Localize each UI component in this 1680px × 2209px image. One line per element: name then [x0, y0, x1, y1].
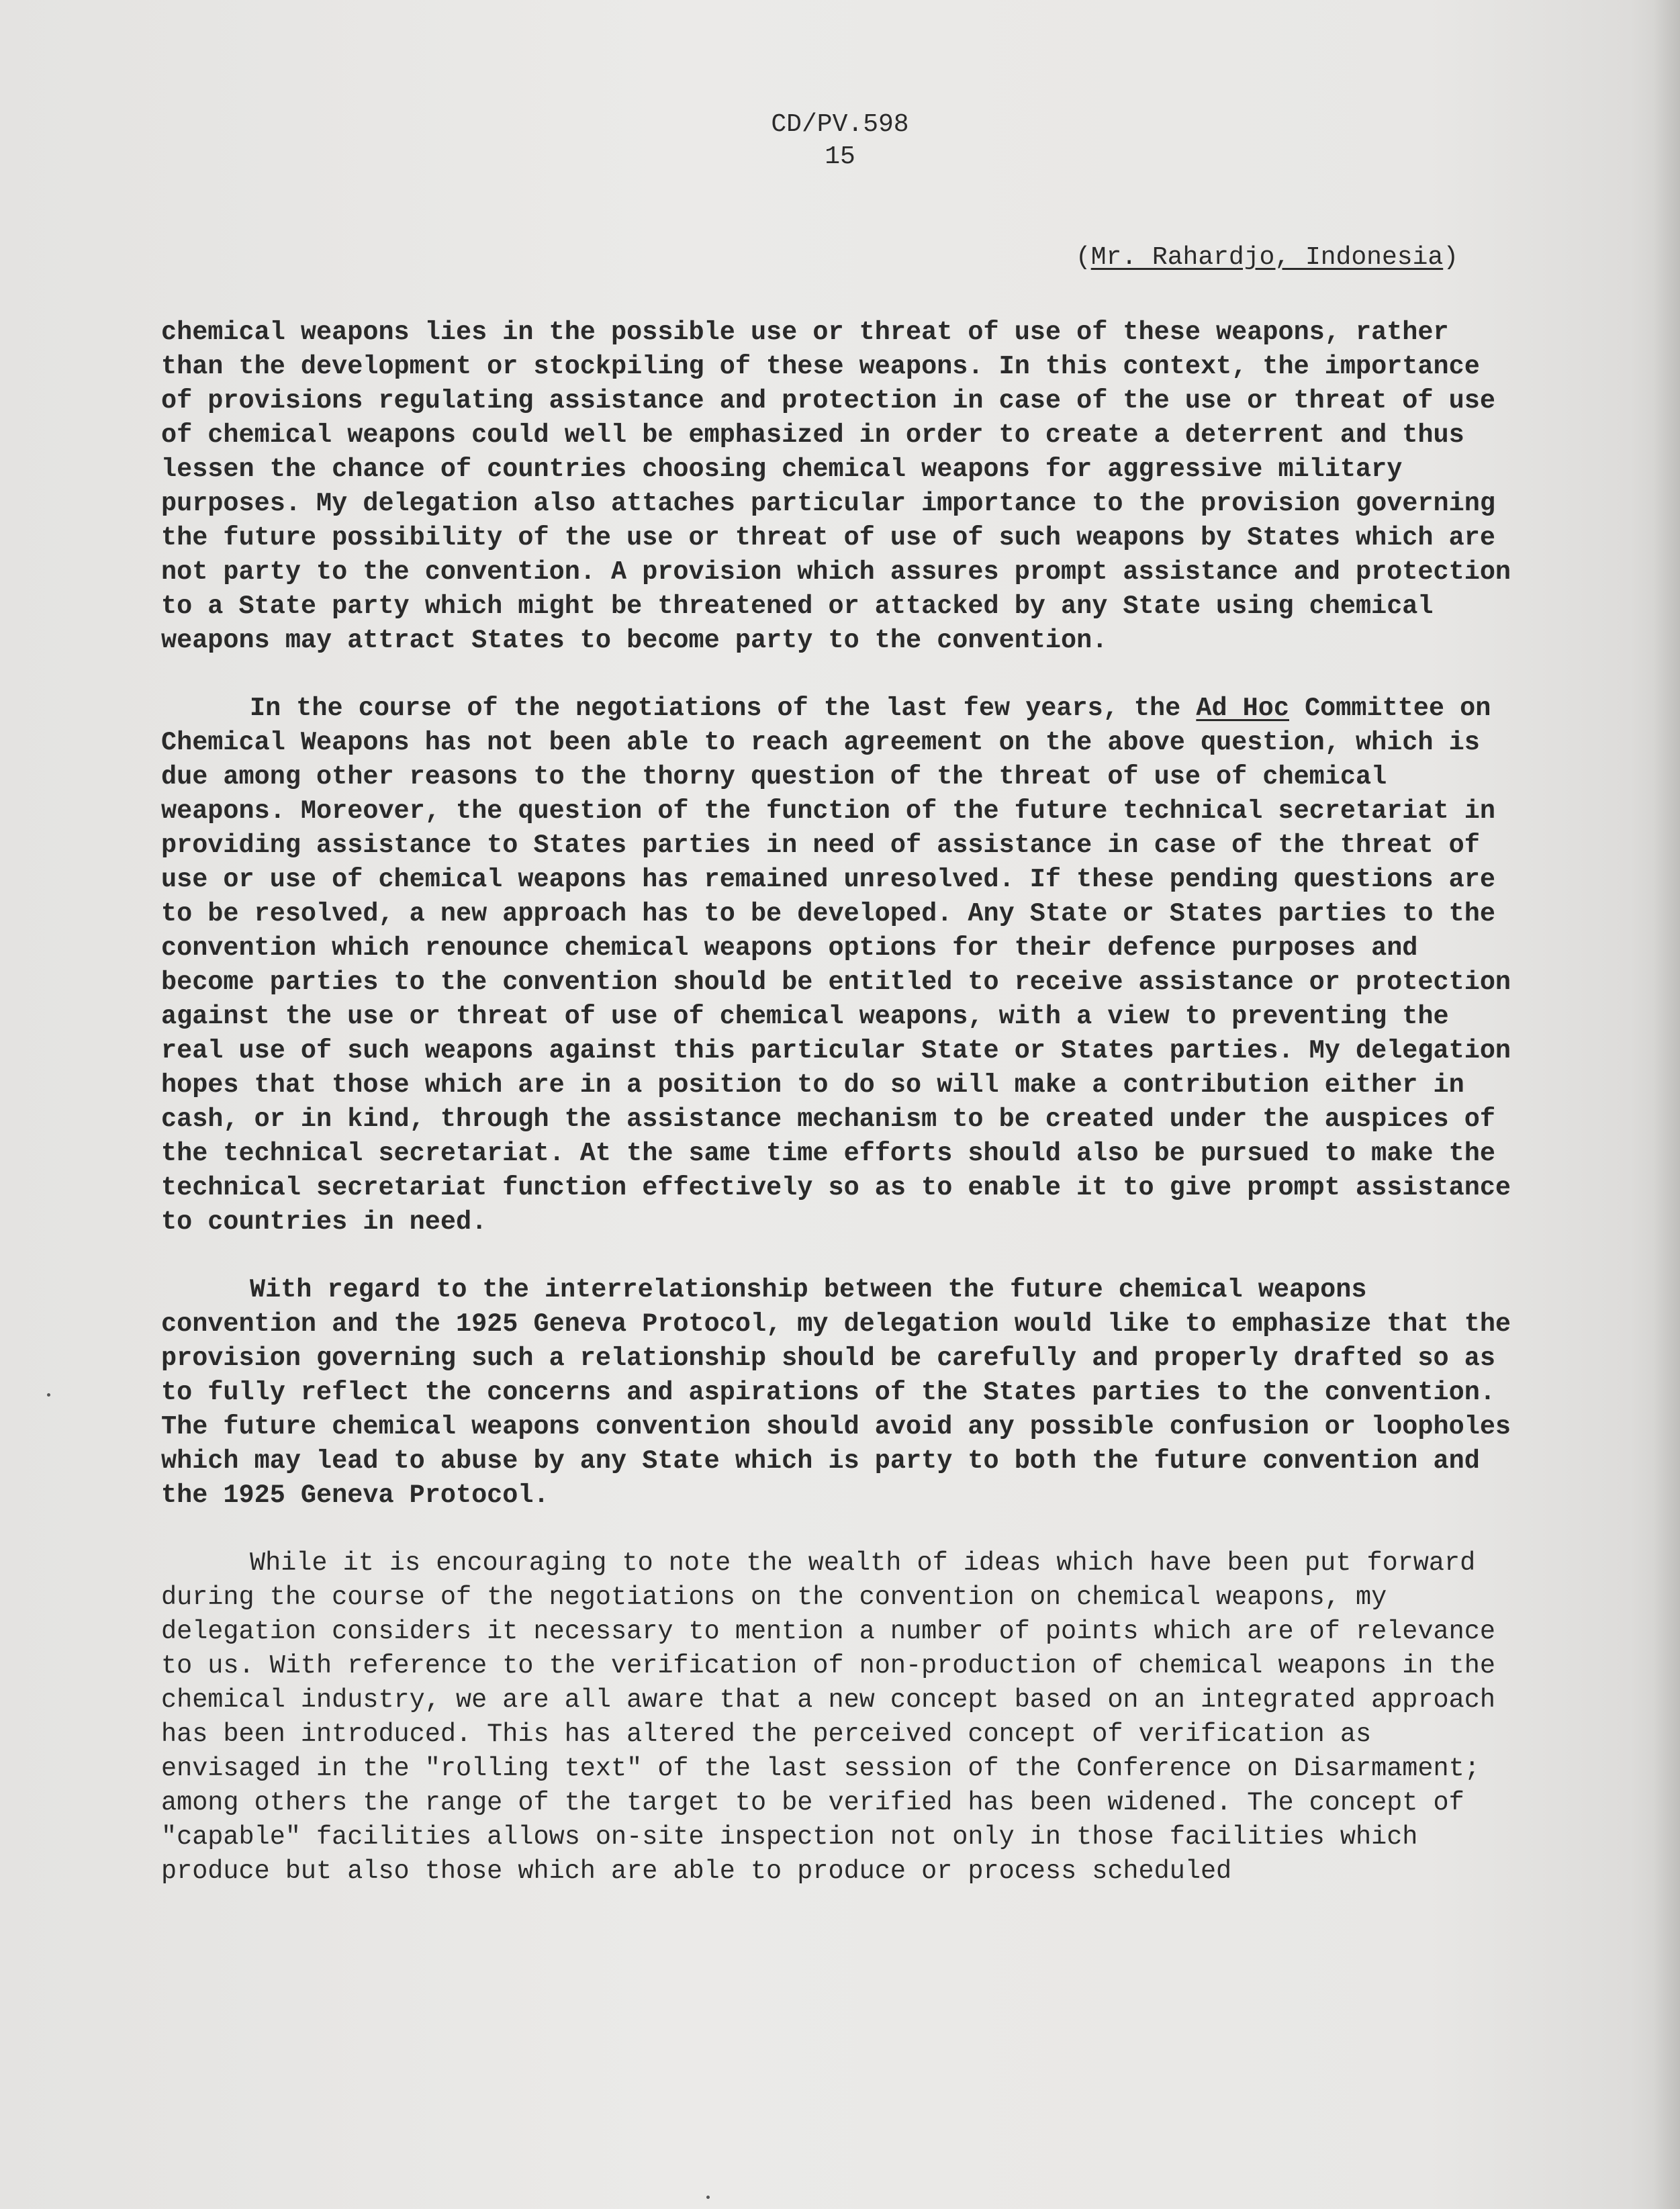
paragraph-1-text: chemical weapons lies in the possible use or threat of use of these weapons, rather than the development or stockpiling of these weapons. In this context, the importance of provisions regulating assistance and protection in case of the use or threat of use of chemical weapons could well be emphasized in order to create a deterrent and thus lessen the chance of countries choosing chemical weapons for aggressive military purposes. My delegation also attaches particular importance to the provision governing the future possibility of the use or threat of use of such weapons by States which are not party to the convention. A provision which assures prompt assistance and protection to a State party which might be threatened or attacked by any State using chemical weapons may attract States to become party to the convention.: [161, 318, 1511, 655]
speaker-name: Mr. Rahardjo, Indonesia: [1090, 243, 1444, 272]
scan-speck: [47, 1393, 50, 1397]
paragraph-4-text: While it is encouraging to note the wealth of ideas which have been put forward during the course of the negotiations on the convention on chemical weapons, my delegation considers it necessary to mention a number of points which are of relevance to us. With reference to the verification of non-production of chemical weapons in the chemical industry, we are all aware that a new concept based on an integrated approach has been introduced. This has altered the perceived concept of verification as envisaged in the "rolling text" of the last session of the Conference on Disarmament; among others the range of the target to be verified has been widened. The concept of "capable" facilities allows on-site inspection not only in those facilities which produce but also those which are able to produce or process scheduled: [161, 1548, 1495, 1886]
speaker-open-paren: (: [1075, 243, 1091, 272]
page-number: 15: [825, 142, 855, 171]
ad-hoc-term: Ad Hoc: [1196, 694, 1289, 723]
paragraph-1: [161, 316, 1518, 658]
page-edge-shadow: [1653, 0, 1680, 2209]
speaker-attribution: [1076, 243, 1458, 272]
document-symbol: CD/PV.598: [771, 110, 909, 139]
paragraph-4: [161, 1546, 1518, 1889]
scan-speck: [706, 2196, 710, 2199]
page-header: [0, 109, 1680, 173]
speaker-close-paren: ): [1443, 243, 1458, 272]
statement-body: [161, 316, 1518, 1922]
paragraph-3: [161, 1273, 1518, 1513]
paragraph-2-lead: In the course of the negotiations of the last few years, the: [250, 694, 1181, 723]
paragraph-3-text: With regard to the interrelationship between the future chemical weapons convention and the 1925 Geneva Protocol, my delegation would like to emphasize that the provision governing such a relationship should be carefully and properly drafted so as to fully reflect the concerns and aspirations of the States parties to the convention. The future chemical weapons convention should avoid any possible confusion or loopholes which may lead to abuse by any State which is party to both the future convention and the 1925 Geneva Protocol.: [161, 1275, 1511, 1510]
paragraph-2-text: Committee on Chemical Weapons has not been able to reach agreement on the above question, which is due among other reasons to the thorny question of the threat of use of chemical weapons. Moreover, the question of the function of the future technical secretariat in providing assistance to States parties in need of assistance in case of the threat of use or use of chemical weapons has remained unresolved. If these pending questions are to be resolved, a new approach has to be developed. Any State or States parties to the convention which renounce chemical weapons options for their defence purposes and become parties to the convention should be entitled to receive assistance or protection against the use or threat of use of chemical weapons, with a view to preventing the real use of such weapons against this particular State or States parties. My delegation hopes that those which are in a position to do so will make a contribution either in cash, or in kind, through the assistance mechanism to be created under the auspices of the technical secretariat. At the same time efforts should also be pursued to make the technical secretariat function effectively so as to enable it to give prompt assistance to countries in need.: [161, 694, 1511, 1237]
paragraph-2: [161, 692, 1518, 1239]
